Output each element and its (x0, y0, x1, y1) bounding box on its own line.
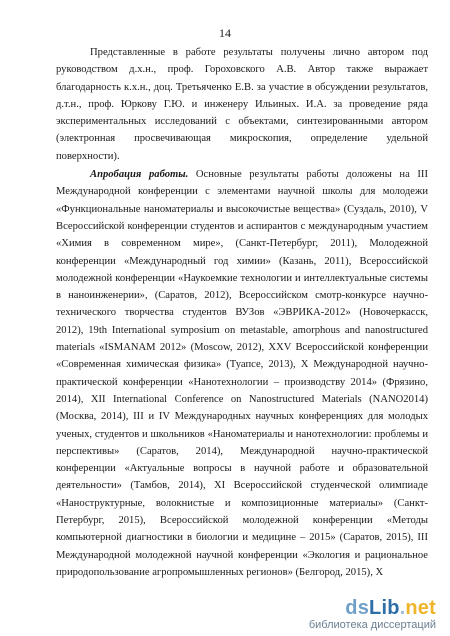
page-number: 14 (219, 26, 231, 40)
approbation-heading: Апробация работы. (90, 169, 189, 181)
dslib-logo: dsLib.net (345, 597, 436, 619)
dslib-watermark (286, 598, 436, 632)
document-body (56, 44, 428, 581)
watermark-caption: библиотека диссертаций (308, 619, 436, 631)
paragraph-approbation (56, 166, 428, 581)
approbation-text: Основные результаты работы доложены на III Международной конференции с элементами научной школы для молодежи «Функциональные наноматериалы и высокочистые вещества» (Суздаль, 2010), V Всероссийской конференции студентов и аспирантов с международным участием «Химия в современном мире», (Санкт-Петербург, 2011), Молодежной конференции «Международный год химии» (Казань, 2011), Всероссийской молодежной конференции «Наукоемкие технологии и интеллектуальные системы в наноинженерии», (Саратов, 2012), Всероссийском смотр-конкурсе научно-технического творчества студентов ВУЗов «ЭВРИКА-2012» (Новочеркасск, 2012), 19th International symposium on metastable, amorphous and nanostructured materials «ISMANAM 2012» (Moscow, 2012), XXV Всероссийской конференции «Современная химическая физика» (Туапсе, 2013), X Международной научно-практической конференции «Нанотехнологии – производству 2014» (Фрязино, 2014), XII International Conference on Nanostructured Materials (NANO2014) (Москва, 2014), III и IV Международных научных конференциях для молодых ученых, студентов и школьников «Наноматериалы и нанотехнологии: проблемы и перспективы» (Саратов, 2014), Международной научно-практической конференции «Актуальные вопросы в научной работе и образовательной деятельности» (Тамбов, 2014), XI Всероссийской студенческой олимпиаде «Наноструктурные, волокнистые и композиционные материалы» (Санкт-Петербург, 2015), Всероссийской молодежной конференции «Методы компьютерной диагностики в биологии и медицине – 2015» (Саратов, 2015), III Международной молодежной научной конференции «Экология и рациональное природопользование агропромышленных регионов» (Белгород, 2015), X (56, 169, 428, 578)
paragraph-acknowledgement: Представленные в работе результаты получены лично автором под руководством д.х.н., проф. Гороховского А.В. Автор также выражает благодарность к.х.н., доц. Третьяченко Е.В. за участие в обсуждении результатов, д.т.н., проф. Юркову Г.Ю. и инженеру Ильиных. И.А. за проведение ряда экспериментальных исследований с объектами, синтезированными автором (электронная просвечивающая микроскопия, определение удельной поверхности). (56, 47, 428, 162)
